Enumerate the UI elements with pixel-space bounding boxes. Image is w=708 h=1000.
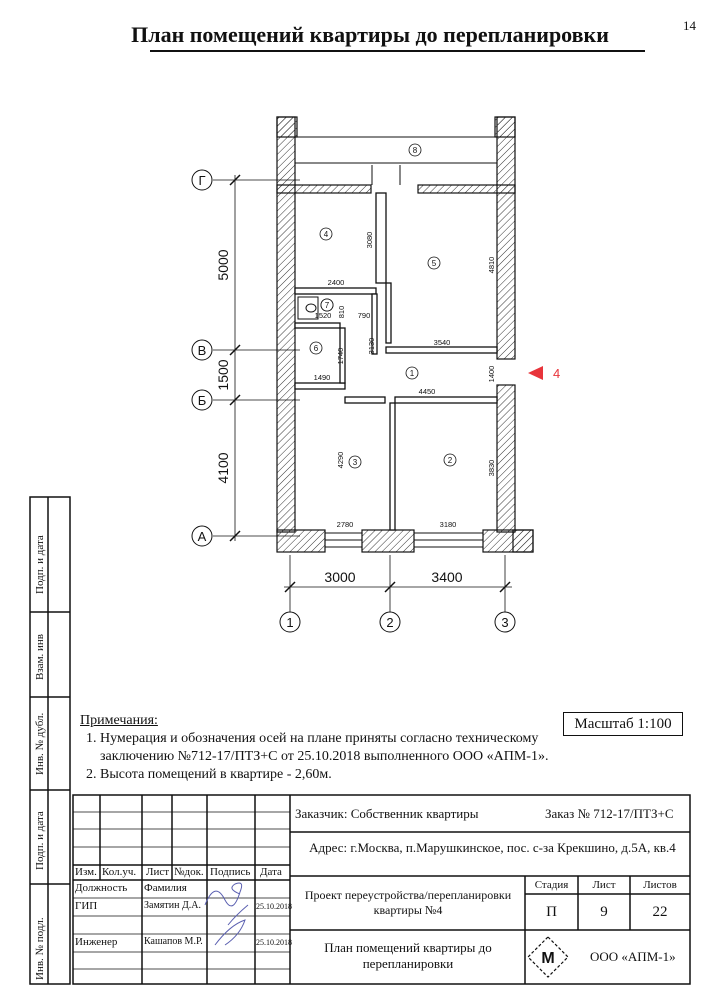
notes-header: Примечания: xyxy=(80,713,158,728)
dim-4450: 4450 xyxy=(418,387,436,396)
page-number: 14 xyxy=(683,18,696,33)
room-1-label: 1 xyxy=(409,369,415,378)
room-2-label: 2 xyxy=(447,456,453,465)
person-role: Инженер xyxy=(75,936,118,948)
side-label: Инв. № подл. xyxy=(34,917,46,980)
note-item: 1. Нумерация и обозначения осей на плане приняты согласно техническому заключению №712-17/ПТЗ+С от 25.10.2018 выполненного ООО «АПМ-1». xyxy=(100,730,580,766)
dim-3130: 3130 xyxy=(367,337,376,355)
sheets-header: Листов xyxy=(643,879,677,891)
room-8-label: 8 xyxy=(412,146,418,155)
scale-box: Масштаб 1:100 xyxy=(563,712,683,736)
dim-3540: 3540 xyxy=(433,338,451,347)
stage-value: П xyxy=(546,904,557,920)
dim-790: 790 xyxy=(357,311,371,320)
dim-1520: 1520 xyxy=(314,311,332,320)
dim-axis-5000: 5000 xyxy=(215,249,231,281)
dim-3180: 3180 xyxy=(439,520,457,529)
axis-label-3: 3 xyxy=(501,615,509,630)
dim-axis-3400: 3400 xyxy=(431,569,463,585)
note-item: 2. Высота помещений в квартире - 2,60м. xyxy=(100,766,580,784)
dim-3830: 3830 xyxy=(487,459,496,477)
side-label: Взам. инв xyxy=(34,634,46,680)
sheet-header: Лист xyxy=(592,879,616,891)
person-role: ГИП xyxy=(75,900,98,912)
col-header: Кол.уч. xyxy=(102,866,137,878)
person-name: Замятин Д.А. xyxy=(144,900,201,911)
col-header: Дата xyxy=(260,866,282,878)
dim-2780: 2780 xyxy=(336,520,354,529)
sheets-value: 22 xyxy=(652,904,668,920)
order-number: Заказ № 712-17/ПТЗ+С xyxy=(545,806,674,821)
person-date: 25.10.2018 xyxy=(256,938,292,947)
col-header: Изм. xyxy=(75,866,97,878)
col-header: №док. xyxy=(174,866,204,878)
dim-axis-1500: 1500 xyxy=(215,359,231,391)
project-title: Проект переустройства/перепланировки квартиры №4 xyxy=(304,888,512,917)
side-label: Подп. и дата xyxy=(34,811,46,870)
customer: Заказчик: Собственник квартиры xyxy=(295,806,479,821)
dim-3080: 3080 xyxy=(365,231,374,249)
axis-label-b: Б xyxy=(197,393,207,408)
col-header: Подпись xyxy=(210,866,251,878)
axis-label-a: А xyxy=(197,529,207,544)
entrance-marker-label: 4 xyxy=(553,366,561,381)
company-name: ООО «АПМ-1» xyxy=(590,949,676,964)
name-header: Фамилия xyxy=(144,882,187,894)
room-7-label: 7 xyxy=(324,301,330,310)
logo-letter: М xyxy=(541,950,555,967)
axis-label-2: 2 xyxy=(386,615,394,630)
room-4-label: 4 xyxy=(323,230,329,239)
role-header: Должность xyxy=(75,882,128,894)
side-label: Инв. № дубл. xyxy=(34,712,46,775)
sheet-value: 9 xyxy=(600,904,608,920)
signature xyxy=(205,883,248,945)
room-3-label: 3 xyxy=(352,458,358,467)
room-6-label: 6 xyxy=(313,344,319,353)
side-label: Подп. и дата xyxy=(34,535,46,594)
sheet-title: План помещений квартиры до перепланировки xyxy=(324,940,492,971)
dim-2400: 2400 xyxy=(327,278,345,287)
dim-1400: 1400 xyxy=(487,365,496,383)
dim-1740: 1740 xyxy=(336,347,345,365)
col-header: Лист xyxy=(146,866,170,878)
page-title: План помещений квартиры до перепланировки xyxy=(131,22,609,47)
stage-header: Стадия xyxy=(534,879,569,891)
dim-axis-4100: 4100 xyxy=(215,452,231,484)
dim-1490: 1490 xyxy=(313,373,331,382)
person-date: 25.10.2018 xyxy=(256,902,292,911)
dim-4290: 4290 xyxy=(336,451,345,469)
dim-axis-3000: 3000 xyxy=(324,569,356,585)
axis-label-v: В xyxy=(197,343,207,358)
axis-label-g: Г xyxy=(198,173,206,188)
room-5-label: 5 xyxy=(431,259,437,268)
person-name: Кашапов М.Р. xyxy=(144,936,203,947)
dim-810: 810 xyxy=(337,305,346,319)
address: Адрес: г.Москва, п.Марушкинское, пос. с-за Крекшино, д.5А, кв.4 xyxy=(309,840,676,855)
axis-label-1: 1 xyxy=(286,615,294,630)
dim-4810: 4810 xyxy=(487,256,496,274)
